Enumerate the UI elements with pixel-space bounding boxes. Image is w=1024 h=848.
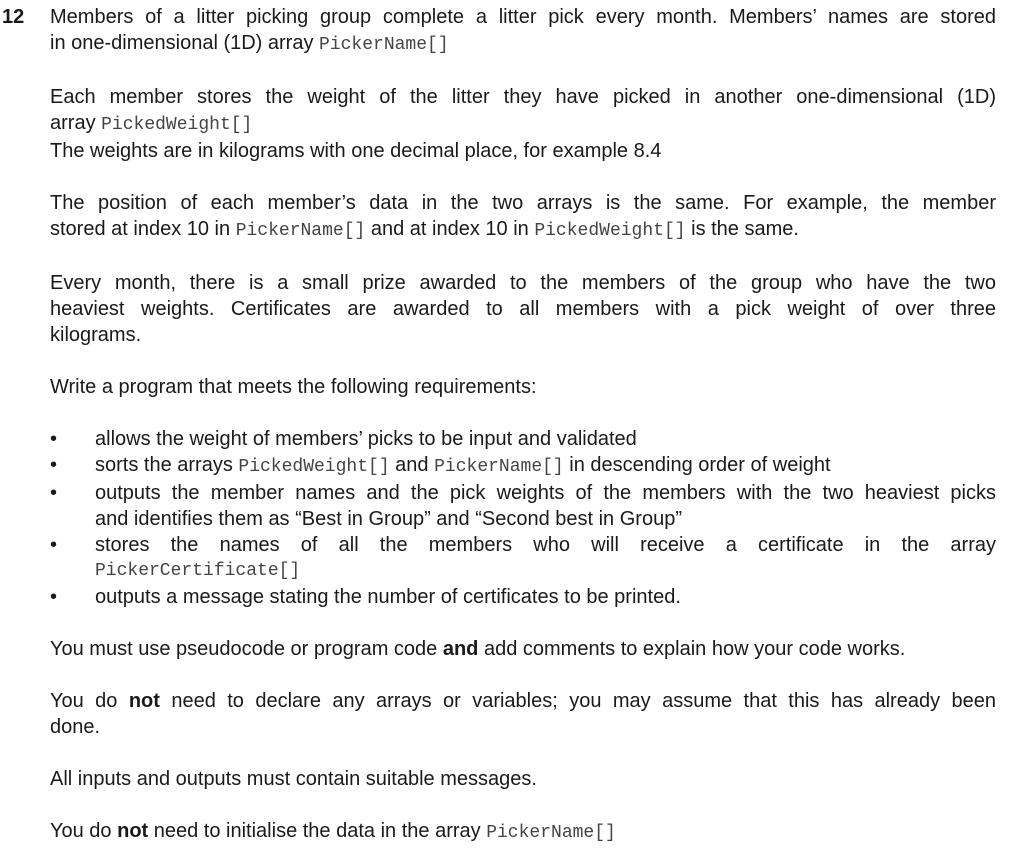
declare-bold: not — [128, 690, 160, 712]
requirement-item — [50, 452, 996, 480]
paragraph-declare — [50, 688, 996, 740]
intro-line-2 — [50, 30, 996, 58]
initialise-bold: not — [117, 820, 149, 842]
initialise-text-a: You do — [50, 820, 118, 842]
instructions-text-a: You must use pseudocode or program code — [50, 638, 443, 660]
paragraph-weights — [50, 84, 996, 164]
paragraph-messages: All inputs and outputs must contain suitable messages. — [50, 768, 537, 790]
requirement-line-1: stores the names of all the members who will receive a certificate in the array — [95, 534, 996, 556]
initialise-text-b: need to initialise the data in the array — [148, 820, 487, 842]
declare-line-2: done. — [50, 716, 101, 738]
requirement-line-2: and identifies them as “Best in Group” and “Second best in Group” — [95, 508, 682, 530]
requirement-text-b: and — [389, 454, 435, 476]
weights-line-3: The weights are in kilograms with one decimal place, for example 8.4 — [50, 140, 662, 162]
intro-line-1: Members of a litter picking group complete a litter pick every month. Members’ names are stored — [50, 6, 996, 28]
question-body — [50, 4, 996, 846]
paragraph-position — [50, 190, 996, 244]
declare-text-b: need to declare any arrays or variables; you may assume that this has already been — [159, 690, 996, 712]
requirement-text-a: sorts the arrays — [95, 454, 239, 476]
intro-line-2-text: in one-dimensional (1D) array — [50, 32, 320, 54]
code-pickedweight-2: PickedWeight[] — [534, 221, 686, 241]
paragraph-initialise — [50, 818, 996, 846]
requirement-item — [50, 426, 996, 452]
prizes-line-1: Every month, there is a small prize awarded to the members of the group who have the two — [50, 272, 996, 294]
requirement-text: outputs a message stating the number of certificates to be printed. — [95, 586, 681, 608]
requirement-text: allows the weight of members’ picks to be input and validated — [95, 428, 637, 450]
code-pickercertificate: PickerCertificate[] — [95, 561, 301, 581]
weights-line-2 — [50, 110, 996, 138]
bullet-icon: • — [50, 586, 58, 608]
instructions-text-b: add comments to explain how your code works. — [478, 638, 906, 660]
paragraph-intro — [50, 4, 996, 58]
question-number: 12 — [2, 6, 25, 28]
declare-text-a: You do — [50, 690, 129, 712]
bullet-icon: • — [50, 482, 58, 504]
weights-line-1: Each member stores the weight of the litter they have picked in another one-dimensional (1D) — [50, 86, 996, 108]
code-pickername-4: PickerName[] — [486, 823, 616, 843]
weights-line-2-text: array — [50, 112, 102, 134]
position-line-2 — [50, 216, 996, 244]
declare-line-1 — [50, 688, 996, 714]
paragraph-instructions — [50, 636, 996, 662]
position-text-a: stored at index 10 in — [50, 218, 236, 240]
bullet-icon: • — [50, 428, 58, 450]
code-pickedweight: PickedWeight[] — [101, 115, 253, 135]
requirement-item — [50, 480, 996, 532]
position-text-c: is the same. — [685, 218, 799, 240]
prizes-line-2: heaviest weights. Certificates are awarded to all members with a pick weight of over three — [50, 298, 996, 320]
position-line-1: The position of each member’s data in the two arrays is the same. For example, the member — [50, 192, 996, 214]
bullet-icon: • — [50, 534, 58, 556]
code-pickedweight-3: PickedWeight[] — [238, 457, 390, 477]
bullet-icon: • — [50, 454, 58, 476]
requirement-item — [50, 584, 996, 610]
requirement-text-c: in descending order of weight — [563, 454, 831, 476]
requirements-list — [50, 426, 996, 610]
code-pickername-3: PickerName[] — [434, 457, 564, 477]
prizes-line-3: kilograms. — [50, 324, 142, 346]
paragraph-task: Write a program that meets the following requirements: — [50, 376, 537, 398]
instructions-bold: and — [442, 638, 479, 660]
position-text-b: and at index 10 in — [365, 218, 535, 240]
paragraph-prizes — [50, 270, 996, 348]
requirement-item — [50, 532, 996, 584]
code-pickername-2: PickerName[] — [235, 221, 366, 241]
requirement-line-1: outputs the member names and the pick weights of the members with the two heaviest picks — [95, 482, 996, 504]
code-pickername: PickerName[] — [319, 35, 449, 55]
